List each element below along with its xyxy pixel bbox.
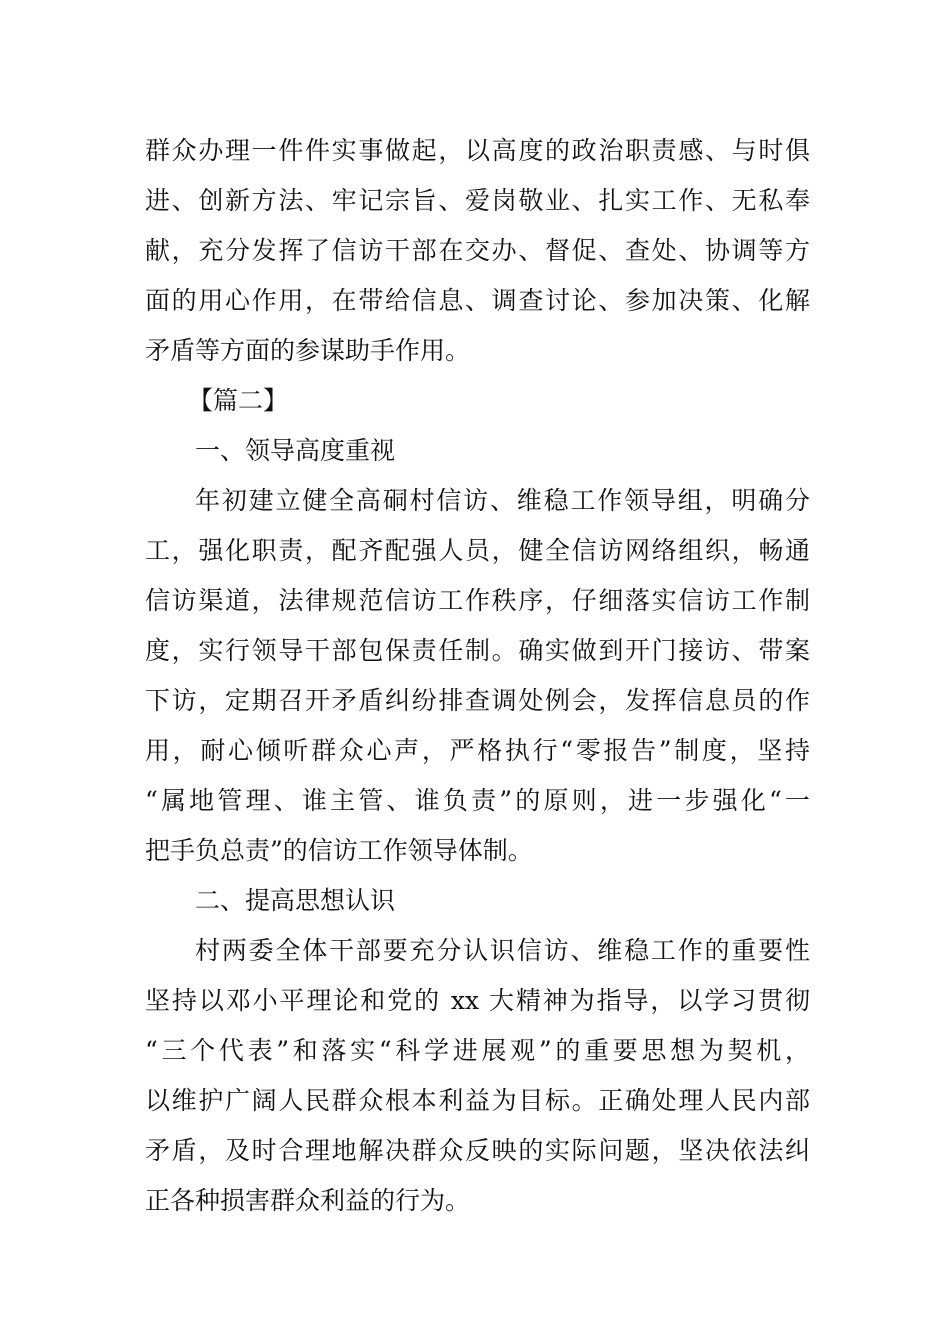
paragraph-1 bbox=[145, 126, 810, 376]
text-line: 进、创新方法、牢记宗旨、爱岗敬业、扎实工作、无私奉 bbox=[145, 186, 810, 215]
text-line: “属地管理、谁主管、谁负责”的原则，进一步强化“一 bbox=[145, 786, 810, 815]
text-line: 信访渠道，法律规范信访工作秩序，仔细落实信访工作制 bbox=[145, 586, 810, 615]
text-line: 群众办理一件件实事做起，以高度的政治职责感、与时俱 bbox=[145, 136, 810, 165]
text-line: 献，充分发挥了信访干部在交办、督促、查处、协调等方 bbox=[145, 236, 810, 265]
paragraph-2 bbox=[145, 476, 810, 876]
text-line: 度，实行领导干部包保责任制。确实做到开门接访、带案 bbox=[145, 636, 810, 665]
text-line: 把手负总责”的信访工作领导体制。 bbox=[145, 836, 533, 865]
paragraph-3 bbox=[145, 926, 810, 1226]
section-heading-1: 一、领导高度重视 bbox=[195, 436, 396, 465]
section-marker: 【篇二】 bbox=[188, 386, 289, 415]
text-line: 下访，定期召开矛盾纠纷排查调处例会，发挥信息员的作 bbox=[145, 686, 810, 715]
text-line: 面的用心作用，在带给信息、调查讨论、参加决策、化解 bbox=[145, 286, 810, 315]
text-line: 用，耐心倾听群众心声，严格执行“零报告”制度，坚持 bbox=[145, 736, 810, 765]
text-line: 正各种损害群众利益的行为。 bbox=[145, 1186, 471, 1215]
text-line: 以维护广阔人民群众根本利益为目标。正确处理人民内部 bbox=[145, 1086, 810, 1115]
text-line: 年初建立健全高硐村信访、维稳工作领导组，明确分 bbox=[195, 486, 810, 515]
section-heading-2: 二、提高思想认识 bbox=[195, 886, 396, 915]
text-line: 矛盾等方面的参谋助手作用。 bbox=[145, 336, 471, 365]
document-body bbox=[145, 126, 810, 1226]
text-line: 工，强化职责，配齐配强人员，健全信访网络组织，畅通 bbox=[145, 536, 810, 565]
text-line: 矛盾，及时合理地解决群众反映的实际问题，坚决依法纠 bbox=[145, 1136, 810, 1165]
text-line: “三个代表”和落实“科学进展观”的重要思想为契机， bbox=[145, 1036, 810, 1065]
text-line: 坚持以邓小平理论和党的 xx 大精神为指导，以学习贯彻 bbox=[145, 986, 810, 1015]
text-line: 村两委全体干部要充分认识信访、维稳工作的重要性 bbox=[195, 936, 810, 965]
